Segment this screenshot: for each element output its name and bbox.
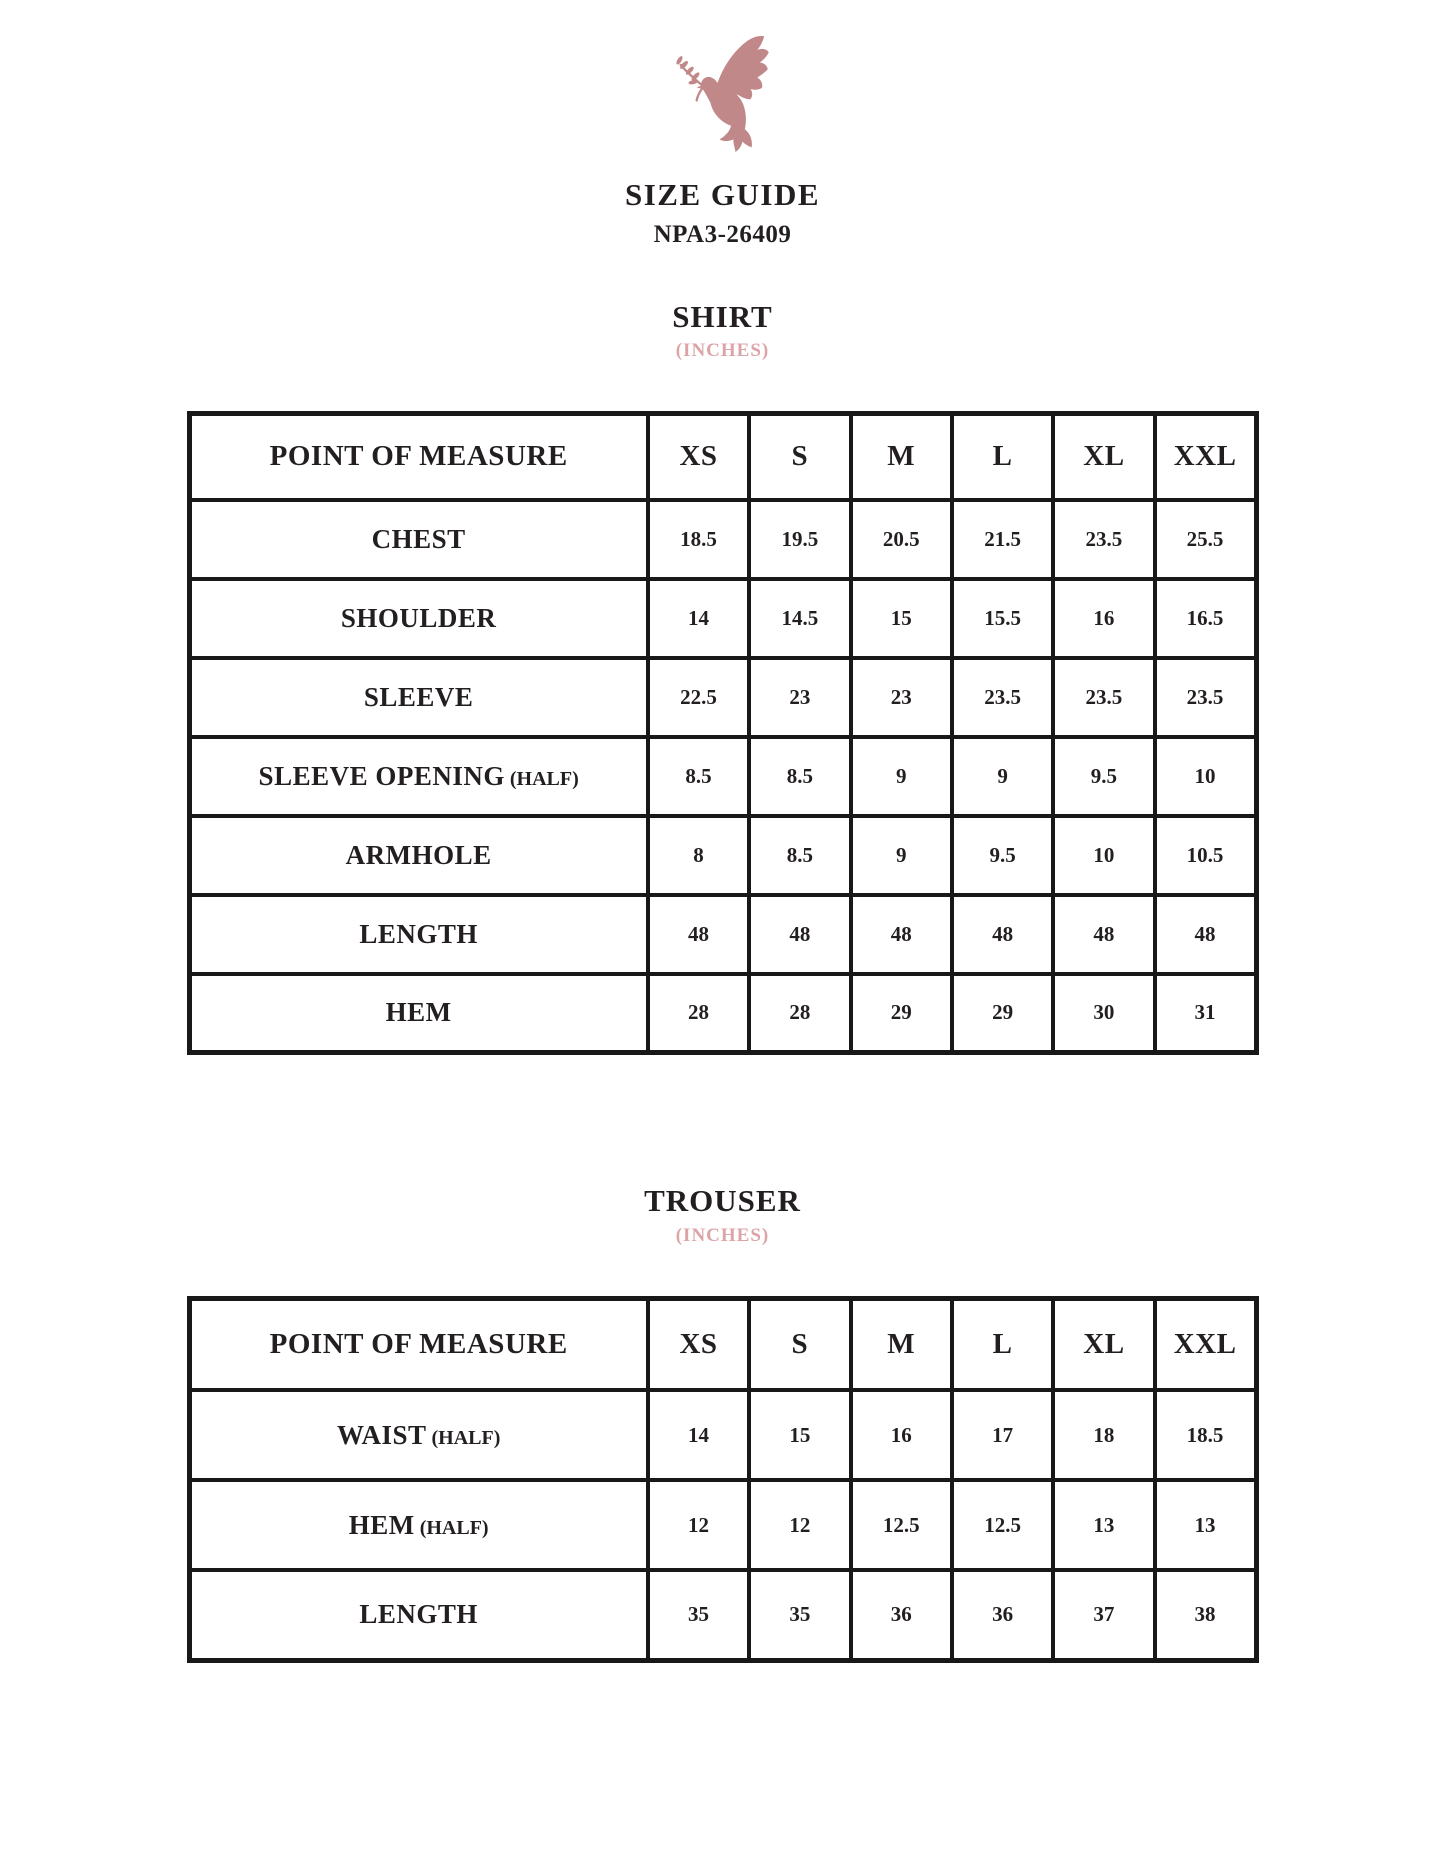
shirt-table-head [189, 414, 1256, 500]
shirt-section [0, 298, 1445, 1055]
measurement-value: 23.5 [952, 658, 1053, 737]
measurement-row [189, 1390, 1256, 1480]
measurement-value: 12.5 [851, 1480, 952, 1570]
measurement-value: 18 [1053, 1390, 1154, 1480]
size-column-header-l: L [952, 1298, 1053, 1390]
measurement-value: 23.5 [1053, 658, 1154, 737]
measurement-value: 8.5 [749, 737, 850, 816]
measurement-value: 25.5 [1155, 500, 1256, 579]
measure-label [189, 658, 648, 737]
measure-label-text: HEM [348, 1509, 415, 1540]
measure-label-text: LENGTH [359, 1599, 478, 1630]
measurement-value: 14 [648, 1390, 749, 1480]
measurement-row [189, 816, 1256, 895]
measurement-value: 23.5 [1155, 658, 1256, 737]
measurement-value: 23.5 [1053, 500, 1154, 579]
measure-label-suffix: (HALF) [504, 767, 579, 790]
measurement-value: 23 [851, 658, 952, 737]
point-of-measure-header: POINT OF MEASURE [189, 1298, 648, 1390]
measure-label [189, 974, 648, 1053]
measurement-value: 12 [749, 1480, 850, 1570]
trouser-size-table [187, 1296, 1259, 1663]
measurement-value: 18.5 [648, 500, 749, 579]
measure-label-text: LENGTH [359, 918, 478, 949]
size-column-header-xs: XS [648, 414, 749, 500]
measure-label-suffix: (HALF) [414, 1516, 489, 1539]
measurement-value: 36 [851, 1570, 952, 1660]
measurement-value: 48 [952, 895, 1053, 974]
measure-label [189, 579, 648, 658]
measurement-value: 9 [851, 737, 952, 816]
point-of-measure-header: POINT OF MEASURE [189, 414, 648, 500]
measurement-value: 29 [952, 974, 1053, 1053]
trouser-table-head [189, 1298, 1256, 1390]
measure-label-text: ARMHOLE [345, 839, 492, 870]
measurement-value: 12.5 [952, 1480, 1053, 1570]
shirt-size-table [187, 411, 1259, 1055]
measurement-value: 8.5 [648, 737, 749, 816]
header-row [189, 1298, 1256, 1390]
measurement-value: 16 [1053, 579, 1154, 658]
trouser-table-body [189, 1390, 1256, 1660]
measurement-value: 37 [1053, 1570, 1154, 1660]
page-title: SIZE GUIDE [624, 177, 821, 212]
measurement-value: 35 [749, 1570, 850, 1660]
measurement-value: 9 [851, 816, 952, 895]
measure-label-text: SHOULDER [340, 602, 497, 633]
measure-label [189, 737, 648, 816]
measurement-value: 14.5 [749, 579, 850, 658]
measurement-value: 19.5 [749, 500, 850, 579]
measure-label [189, 895, 648, 974]
shirt-heading: SHIRT [672, 298, 773, 334]
measurement-value: 13 [1155, 1480, 1256, 1570]
size-column-header-l: L [952, 414, 1053, 500]
measurement-value: 28 [648, 974, 749, 1053]
measurement-value: 9 [952, 737, 1053, 816]
measurement-value: 48 [648, 895, 749, 974]
measurement-value: 38 [1155, 1570, 1256, 1660]
measurement-value: 23 [749, 658, 850, 737]
header-row [189, 414, 1256, 500]
measurement-row [189, 500, 1256, 579]
measure-label-text: SLEEVE OPENING [258, 760, 505, 791]
measurement-value: 13 [1053, 1480, 1154, 1570]
size-column-header-xxl: XXL [1155, 1298, 1256, 1390]
measurement-value: 9.5 [952, 816, 1053, 895]
measure-label [189, 816, 648, 895]
measurement-row [189, 737, 1256, 816]
shirt-table-body [189, 500, 1256, 1053]
measurement-value: 36 [952, 1570, 1053, 1660]
measurement-value: 8 [648, 816, 749, 895]
measurement-value: 48 [749, 895, 850, 974]
size-column-header-xs: XS [648, 1298, 749, 1390]
measurement-row [189, 1480, 1256, 1570]
measurement-value: 29 [851, 974, 952, 1053]
size-column-header-xl: XL [1053, 1298, 1154, 1390]
trouser-heading: TROUSER [644, 1183, 801, 1219]
measurement-value: 15 [749, 1390, 850, 1480]
measurement-value: 21.5 [952, 500, 1053, 579]
measure-label [189, 1570, 648, 1660]
dove-olive-branch-icon [661, 34, 785, 160]
measure-label [189, 1480, 648, 1570]
size-column-header-m: M [851, 1298, 952, 1390]
measurement-value: 8.5 [749, 816, 850, 895]
measurement-value: 48 [851, 895, 952, 974]
measurement-value: 31 [1155, 974, 1256, 1053]
measurement-row [189, 579, 1256, 658]
measurement-value: 9.5 [1053, 737, 1154, 816]
measurement-value: 16 [851, 1390, 952, 1480]
size-column-header-s: S [749, 414, 850, 500]
measurement-value: 28 [749, 974, 850, 1053]
measurement-value: 16.5 [1155, 579, 1256, 658]
trouser-section [0, 1185, 1445, 1662]
measurement-value: 10.5 [1155, 816, 1256, 895]
measurement-value: 17 [952, 1390, 1053, 1480]
measurement-value: 14 [648, 579, 749, 658]
measurement-value: 22.5 [648, 658, 749, 737]
size-column-header-xxl: XXL [1155, 414, 1256, 500]
measurement-value: 15.5 [952, 579, 1053, 658]
measurement-value: 15 [851, 579, 952, 658]
measurement-value: 30 [1053, 974, 1154, 1053]
measure-label-text: SLEEVE [363, 681, 474, 712]
measurement-value: 10 [1155, 737, 1256, 816]
measurement-value: 18.5 [1155, 1390, 1256, 1480]
trouser-unit-label: (INCHES) [675, 1224, 770, 1246]
measurement-row [189, 1570, 1256, 1660]
measure-label-suffix: (HALF) [426, 1426, 501, 1449]
brand-header [0, 34, 1445, 249]
size-column-header-m: M [851, 414, 952, 500]
measurement-value: 35 [648, 1570, 749, 1660]
style-code: NPA3-26409 [653, 220, 792, 248]
size-column-header-xl: XL [1053, 414, 1154, 500]
shirt-unit-label: (INCHES) [675, 340, 770, 362]
measurement-value: 12 [648, 1480, 749, 1570]
measurement-value: 10 [1053, 816, 1154, 895]
measurement-value: 20.5 [851, 500, 952, 579]
measurement-value: 48 [1155, 895, 1256, 974]
measure-label-text: WAIST [336, 1419, 427, 1450]
measurement-row [189, 658, 1256, 737]
measurement-row [189, 895, 1256, 974]
measure-label-text: CHEST [371, 523, 466, 554]
measure-label [189, 1390, 648, 1480]
measurement-row [189, 974, 1256, 1053]
size-column-header-s: S [749, 1298, 850, 1390]
measure-label [189, 500, 648, 579]
measurement-value: 48 [1053, 895, 1154, 974]
measure-label-text: HEM [385, 997, 452, 1028]
